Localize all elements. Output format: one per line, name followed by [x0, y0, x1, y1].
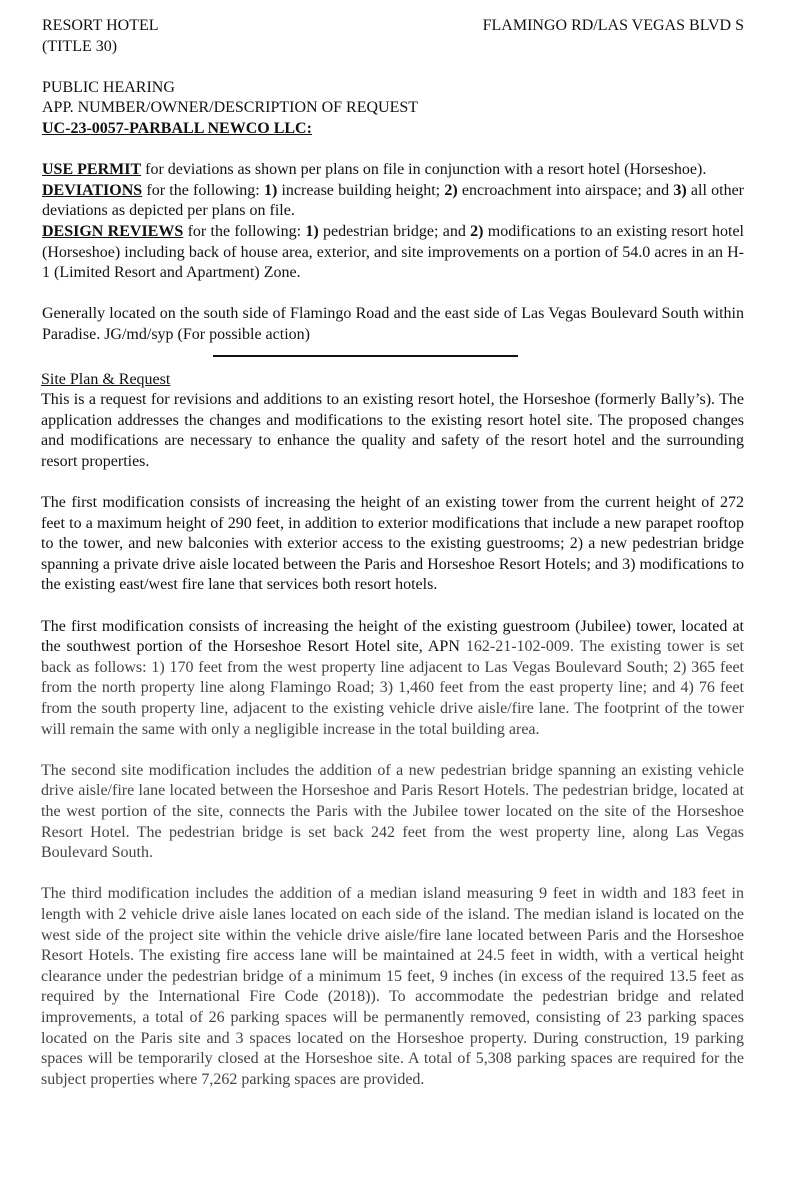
use-permit-paragraph	[42, 160, 744, 181]
site-plan-heading: Site Plan & Request	[41, 370, 171, 388]
design-review-text: modifications to an existing resort hotel (Horseshoe) including back of house area, exterior, and site improvements on a portion of 54.0 acres in an H-1 (Limited Resort and Apartment) Zone.	[42, 222, 744, 282]
deviation-number: 2)	[444, 181, 458, 199]
public-hearing-label: PUBLIC HEARING	[42, 78, 175, 96]
paragraph-3-intro: The first modification consists of increasing the height of the existing guestroom (Jubilee) tower, located at the southwest portion of the Horseshoe Resort Hotel site, APN	[41, 617, 744, 656]
design-reviews-label: DESIGN REVIEWS	[42, 222, 184, 240]
site-plan-paragraph-4: The second site modification includes the addition of a new pedestrian bridge spanning an existing vehicle drive aisle/fire lane located between the Horseshoe and Paris Resort Hotels. The pedestrian bridge, located at the west portion of the site, connects the Paris with the Jubilee tower located on the site of the Horseshoe Resort Hotel. The pedestrian bridge is set back 242 feet from the west property line, along Las Vegas Boulevard South.	[41, 761, 744, 862]
header-location: FLAMINGO RD/LAS VEGAS BLVD S	[482, 17, 744, 34]
deviations-intro: for the following:	[142, 181, 264, 199]
site-plan-paragraph-5: The third modification includes the addition of a median island measuring 9 feet in width and 183 feet in length with 2 vehicle drive aisle lanes located on each side of the island. The median island is located on the west side of the project site within the vehicle drive aisle/fire lane located between Paris and the Horseshoe Resort Hotels. The existing fire access lane will be maintained at 24.5 feet in width, with a vertical height clearance under the pedestrian bridge of a minimum 15 feet, 9 inches (in excess of the required 13.5 feet as required by the International Fire Code (2018)). To accommodate the pedestrian bridge and related improvements, a total of 26 parking spaces will be permanently removed, consisting of 23 parking spaces located on the Paris site and 3 spaces located on the Horseshoe property. During construction, 19 parking spaces will be temporarily closed at the Horseshoe site. A total of 5,308 parking spaces are required for the subject properties where 7,262 parking spaces are provided.	[41, 885, 744, 1088]
use-permit-text: for deviations as shown per plans on file in conjunction with a resort hotel (Horseshoe).	[141, 161, 707, 179]
location-paragraph: Generally located on the south side of Flamingo Road and the east side of Las Vegas Boulevard South within Paradise. JG/md/syp (For possible action)	[42, 305, 744, 343]
header-title-number: (TITLE 30)	[42, 37, 118, 55]
deviation-number: 1)	[263, 181, 278, 199]
site-plan-paragraph-2: The first modification consists of increasing the height of an existing tower from the current height of 272 feet to a maximum height of 290 feet, in addition to exterior modifications that include a new parapet rooftop to the tower, and new balconies with exterior access to the existing guestrooms; 2) a new pedestrian bridge spanning a private drive aisle located between the Paris and Horseshoe Resort Hotels; and 3) modifications to the existing east/west fire lane that services both resort hotels.	[41, 494, 744, 594]
paragraph-3-details: 162-21-102-009. The existing tower is set back as follows: 1) 170 feet from the west property line adjacent to Las Vegas Boulevard South; 2) 365 feet from the north property line along Flamingo Road; 3) 1,460 feet from the east property line; and 4) 76 feet from the south property line, adjacent to the existing vehicle drive aisle/fire lane. The footprint of the tower will remain the same with only a negligible increase in the total building area.	[41, 638, 745, 738]
deviation-text: all other deviations as depicted per plans on file.	[42, 181, 744, 220]
design-reviews-paragraph	[42, 222, 744, 284]
deviation-text: encroachment into airspace; and	[457, 181, 674, 199]
header-left	[42, 16, 159, 57]
deviation-text: increase building height;	[277, 181, 445, 199]
site-plan-paragraph-3	[41, 617, 744, 741]
document-page	[42, 16, 744, 1090]
design-reviews-intro: for the following:	[183, 222, 306, 240]
design-review-text: pedestrian bridge; and	[318, 222, 471, 240]
deviations-label: DEVIATIONS	[42, 181, 143, 199]
application-description-label: APP. NUMBER/OWNER/DESCRIPTION OF REQUEST	[42, 99, 419, 117]
deviations-paragraph	[42, 181, 744, 222]
design-review-number: 2)	[470, 222, 484, 240]
use-permit-label: USE PERMIT	[42, 161, 142, 179]
header-section-type: RESORT HOTEL	[42, 17, 159, 34]
design-review-number: 1)	[305, 222, 319, 240]
site-plan-paragraph-1: This is a request for revisions and additions to an existing resort hotel, the Horseshoe (formerly Bally’s). The application addresses the changes and modifications to the existing resort hotel site. The proposed changes and modifications are necessary to enhance the quality and safety of the resort hotel and the surrounding resort properties.	[41, 391, 744, 470]
deviation-number: 3)	[673, 181, 687, 199]
application-number: UC-23-0057-PARBALL NEWCO LLC:	[42, 119, 312, 137]
document-header	[42, 16, 744, 57]
